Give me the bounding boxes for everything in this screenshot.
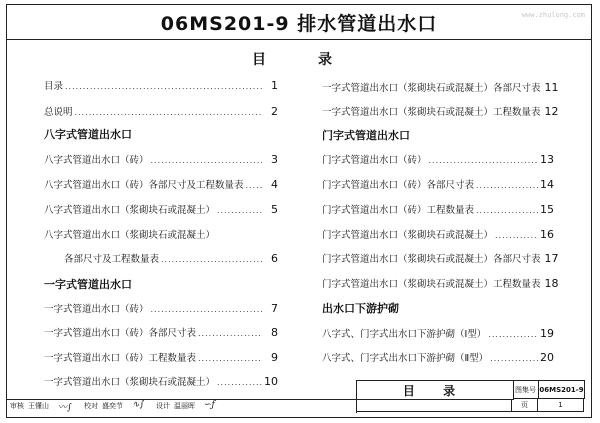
check-name: 盛奕节: [102, 402, 123, 410]
toc-page-number: 1: [271, 79, 278, 92]
toc-entry-text: 门字式管道出水口（砖）: [322, 155, 427, 166]
title-block-title: 目 录: [357, 381, 514, 400]
toc-entry-text: 门字式管道出水口（砖）工程数量表: [322, 205, 475, 216]
toc-section-heading: 门字式管道出水口: [322, 129, 410, 142]
toc-entry-text: 目录: [44, 81, 64, 92]
dot-leader: [151, 304, 262, 315]
design-name: 温丽晖: [174, 402, 195, 410]
toc-entry-text: 八字式、门字式出水口下游护砌（Ⅱ型）: [322, 353, 489, 364]
design-signature: ∽ƒ: [204, 400, 215, 410]
dot-leader: [161, 254, 262, 265]
sheet-title: 06MS201-9 排水管道出水口: [160, 12, 438, 35]
toc-page-number: 18: [544, 277, 559, 290]
toc-entry[interactable]: [44, 301, 278, 315]
toc-entry-text: 八字式、门字式出水口下游护砌（Ⅰ型）: [322, 329, 487, 340]
dot-leader: [198, 328, 262, 339]
toc-entry-text: 一字式管道出水口（砖）: [44, 304, 149, 315]
dot-leader: [217, 377, 262, 388]
toc-entry[interactable]: [322, 104, 559, 118]
dot-leader: [151, 155, 262, 166]
toc-entry-text: 总说明: [44, 107, 73, 118]
toc-page-number: 16: [540, 228, 554, 241]
dot-leader: [75, 107, 262, 118]
toc-entry-text: 一字式管道出水口（浆砌块石或混凝土）工程数量表: [322, 107, 541, 118]
dot-leader: [429, 155, 538, 166]
atlas-number-label: 图集号: [513, 381, 539, 399]
toc-section-heading: 出水口下游护砌: [322, 302, 399, 315]
toc-entry[interactable]: [44, 202, 278, 216]
toc-entry[interactable]: [322, 152, 554, 166]
check-signature: ∿∫: [132, 400, 145, 410]
dot-leader: [246, 180, 262, 191]
toc-entry[interactable]: [322, 177, 554, 191]
atlas-number: 06MS201-9: [539, 381, 585, 399]
toc-entry[interactable]: [44, 374, 278, 388]
dot-leader: [198, 353, 262, 364]
toc-entry-text: 八字式管道出水口（砖）: [44, 155, 149, 166]
toc-page-number: 11: [544, 81, 559, 94]
review-signature: 〰∫: [58, 403, 72, 413]
dot-leader: [490, 353, 538, 364]
toc-entry[interactable]: [44, 78, 278, 92]
toc-page-number: 9: [271, 351, 278, 364]
dot-leader: [495, 230, 538, 241]
toc-entry[interactable]: [44, 325, 278, 339]
toc-section-heading: 一字式管道出水口: [44, 278, 132, 291]
signature-cell: [356, 399, 512, 412]
toc-entry[interactable]: [322, 326, 554, 340]
toc-entry-text: 门字式管道出水口（砖）各部尺寸表: [322, 180, 475, 191]
toc-entry-text: 八字式管道出水口（砖）各部尺寸及工程数量表: [44, 180, 244, 191]
toc-entry[interactable]: [322, 202, 554, 216]
sheet-header: [7, 5, 591, 40]
toc-entry-text: 门字式管道出水口（浆砌块石或混凝土）: [322, 230, 494, 241]
check-label: 校对: [84, 402, 98, 410]
toc-entry-text: 一字式管道出水口（砖）工程数量表: [44, 353, 197, 364]
toc-entry[interactable]: [322, 276, 559, 290]
toc-entry-text: 一字式管道出水口（浆砌块石或混凝土）: [44, 377, 216, 388]
toc-page-number: 8: [271, 326, 278, 339]
toc-entry-text: 一字式管道出水口（浆砌块石或混凝土）各部尺寸表: [322, 83, 541, 94]
toc-page-number: 7: [271, 302, 278, 315]
toc-entry-text: 八字式管道出水口（浆砌块石或混凝土）: [44, 205, 216, 216]
title-block-bottom-row: [356, 399, 584, 412]
toc-page-number: 5: [271, 203, 278, 216]
toc-page-number: 13: [540, 153, 554, 166]
dot-leader: [65, 81, 262, 92]
toc-section-heading: 八字式管道出水口: [44, 128, 132, 141]
watermark-text: www.zhulong.com: [521, 11, 585, 19]
dot-leader: [488, 329, 538, 340]
toc-entry[interactable]: [44, 350, 278, 364]
toc-entry-text: 各部尺寸及工程数量表: [64, 254, 160, 265]
toc-page-number: 20: [540, 351, 554, 364]
toc-page-number: 14: [540, 178, 554, 191]
toc-entry[interactable]: [44, 152, 278, 166]
toc-entry[interactable]: [322, 227, 554, 241]
dot-leader: [476, 180, 538, 191]
toc-page-number: 4: [271, 178, 278, 191]
toc-entry[interactable]: [44, 251, 278, 265]
toc-page-number: 12: [544, 105, 559, 118]
toc-page-number: 10: [264, 375, 278, 388]
toc-entry-text: 门字式管道出水口（浆砌块石或混凝土）工程数量表: [322, 279, 541, 290]
toc-entry[interactable]: [322, 80, 559, 94]
signature-strip: [6, 399, 356, 413]
review-name: 王懂山: [28, 402, 49, 410]
toc-entry-text: 八字式管道出水口（浆砌块石或混凝土）: [44, 230, 216, 241]
page-number: 1: [538, 399, 584, 412]
toc-page-number: 19: [540, 327, 554, 340]
toc-entry-text: 一字式管道出水口（砖）各部尺寸表: [44, 328, 197, 339]
dot-leader: [217, 205, 262, 216]
toc-heading-right: 录: [318, 52, 332, 68]
toc-entry[interactable]: [322, 251, 559, 265]
toc-entry[interactable]: [322, 350, 554, 364]
toc-page-number: 15: [540, 203, 554, 216]
dot-leader: [476, 205, 538, 216]
toc-entry[interactable]: [44, 104, 278, 118]
review-label: 审核: [10, 402, 24, 410]
design-label: 设计: [156, 402, 170, 410]
toc-heading-left: 目: [252, 52, 266, 68]
page-label: 页: [512, 399, 538, 412]
toc-page-number: 17: [544, 252, 559, 265]
toc-entry-text: 门字式管道出水口（浆砌块石或混凝土）各部尺寸表: [322, 254, 541, 265]
toc-page-number: 2: [271, 105, 278, 118]
toc-page-number: 6: [271, 252, 278, 265]
toc-entry[interactable]: [44, 177, 278, 191]
toc-page-number: 3: [271, 153, 278, 166]
